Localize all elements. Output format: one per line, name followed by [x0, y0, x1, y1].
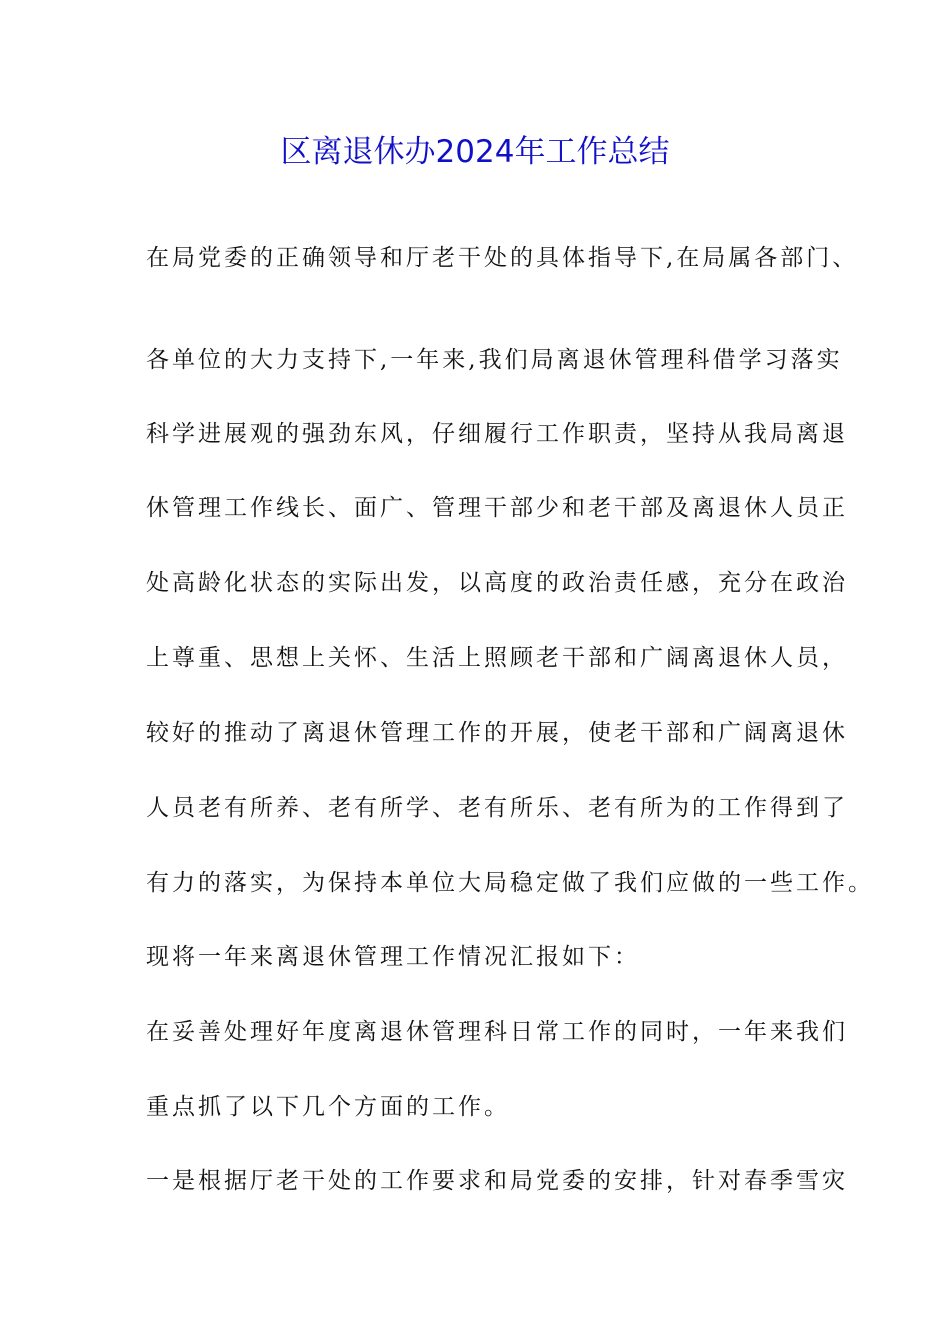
- paragraph-line: 人员老有所养、老有所学、老有所乐、老有所为的工作得到了: [146, 795, 848, 821]
- paragraph-line: 上尊重、思想上关怀、生活上照顾老干部和广阔离退休人员，: [146, 645, 848, 671]
- document-title: 区离退休办2024年工作总结: [280, 134, 670, 170]
- paragraph-line: 较好的推动了离退休管理工作的开展，使老干部和广阔离退休: [146, 720, 848, 746]
- paragraph-line: 科学进展观的强劲东风，仔细履行工作职责，坚持从我局离退: [146, 421, 848, 447]
- paragraph-line: 在妥善处理好年度离退休管理科日常工作的同时，一年来我们: [146, 1019, 848, 1045]
- paragraph-line: 处高龄化状态的实际出发，以高度的政治责任感，充分在政治: [146, 570, 848, 596]
- paragraph-line: 现将一年来离退休管理工作情况汇报如下：: [146, 944, 640, 970]
- paragraph-line: 有力的落实，为保持本单位大局稳定做了我们应做的一些工作。: [146, 870, 874, 896]
- paragraph-line: 各单位的大力支持下,一年来,我们局离退休管理科借学习落实: [146, 347, 843, 373]
- paragraph-line: 在局党委的正确领导和厅老干处的具体指导下,在局属各部门、: [146, 245, 859, 271]
- paragraph-line: 重点抓了以下几个方面的工作。: [146, 1094, 510, 1120]
- paragraph-line: 休管理工作线长、面广、管理干部少和老干部及离退休人员正: [146, 495, 848, 521]
- paragraph-line: 一是根据厅老干处的工作要求和局党委的安排，针对春季雪灾: [146, 1168, 848, 1194]
